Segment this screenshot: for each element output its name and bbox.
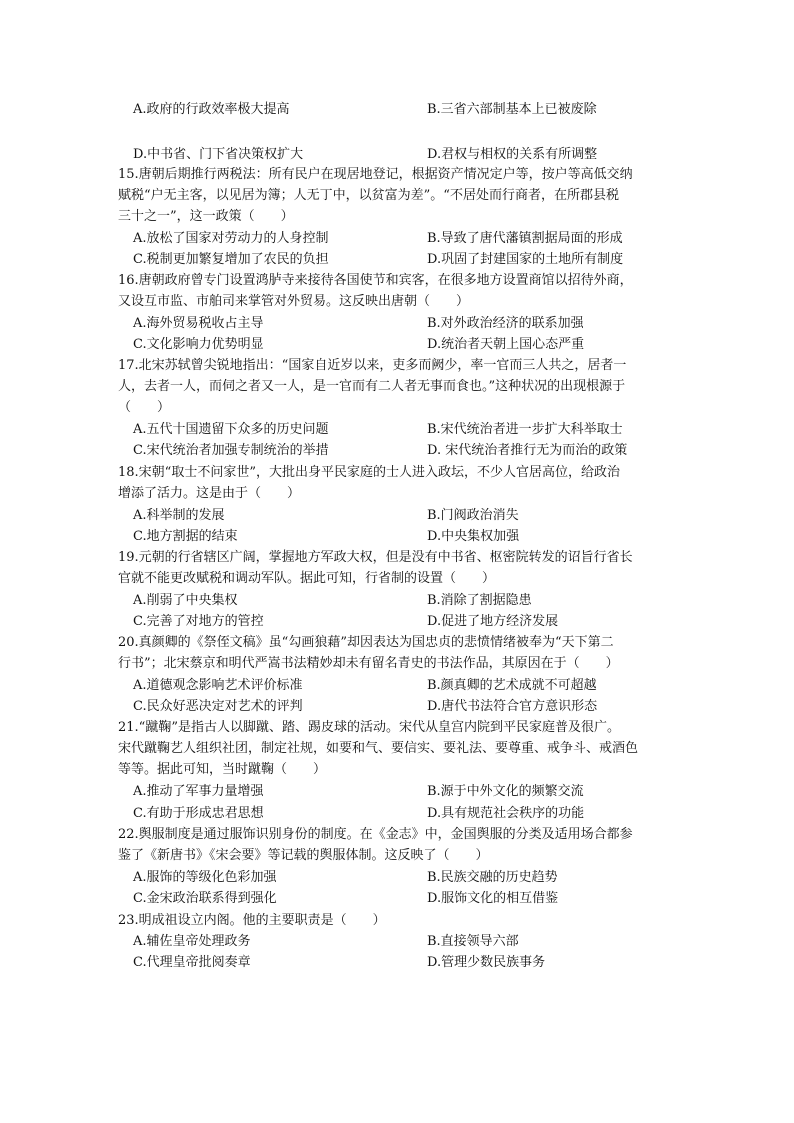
answer-option: D.管理少数民族事务 <box>427 955 546 970</box>
answer-option: A.政府的行政效率极大提高 <box>133 102 290 117</box>
answer-option: C.代理皇帝批阅奏章 <box>133 955 251 970</box>
answer-option: C.有助于形成忠君思想 <box>133 806 264 821</box>
answer-option: C.文化影响力优势明显 <box>133 337 264 352</box>
question-stem: 19.元朝的行省辖区广阔，掌握地方军政大权，但是没有中书省、枢密院转发的诏旨行省长 <box>118 550 633 565</box>
question-stem-continued: 人，去者一人，而伺之者又一人，是一官而有二人者无事而食也。”这种状况的出现根源于 <box>118 379 626 394</box>
answer-option: D.巩固了封建国家的土地所有制度 <box>427 252 624 267</box>
answer-option: D.中书省、门下省决策权扩大 <box>133 147 304 162</box>
answer-option: D.服饰文化的相互借鉴 <box>427 891 559 906</box>
answer-option: D.唐代书法符合官方意识形态 <box>427 699 598 714</box>
question-stem-continued: 三十之一”，这一政策（ ） <box>118 209 294 224</box>
question-stem: 21.“蹴鞠”是指古人以脚蹴、踏、踢皮球的活动。宋代从皇宫内院到平民家庭普及很广。 <box>118 720 620 735</box>
question-stem-continued: 鉴了《新唐书》《宋会要》等记载的舆服体制。这反映了（ ） <box>118 848 489 863</box>
answer-option: A.推动了军事力量增强 <box>133 784 264 799</box>
answer-option: C.民众好恶决定对艺术的评判 <box>133 699 303 714</box>
answer-option: B.民族交融的历史趋势 <box>427 870 558 885</box>
question-stem-continued: 赋税“户无主客，以见居为簿；人无丁中，以贫富为差”。“不居处而行商者，在所郡县税 <box>118 188 619 203</box>
question-stem: 15.唐朝后期推行两税法：所有民户在现居地登记，根据资产情况定户等，按户等高低交纳 <box>118 167 633 182</box>
question-stem-continued: 宋代蹴鞠艺人组织社团，制定社规，如要和气、要信实、要礼法、要尊重、戒争斗、戒酒色 <box>118 741 639 756</box>
answer-option: C.金宋政治联系得到强化 <box>133 891 277 906</box>
question-stem-continued: 增添了活力。这是由于（ ） <box>118 486 301 501</box>
question-stem: 22.舆服制度是通过服饰识别身份的制度。在《金志》中，金国舆服的分类及适用场合都参 <box>118 827 633 842</box>
answer-option: C.税制更加繁复增加了农民的负担 <box>133 252 329 267</box>
answer-option: A.海外贸易税收占主导 <box>133 316 264 331</box>
answer-option: A.辅佐皇帝处理政务 <box>133 934 251 949</box>
question-stem-continued: （ ） <box>118 400 171 415</box>
answer-option: D.中央集权加强 <box>427 529 520 544</box>
answer-option: B.导致了唐代藩镇割据局面的形成 <box>427 231 623 246</box>
answer-option: C.完善了对地方的管控 <box>133 614 264 629</box>
answer-option: B.对外政治经济的联系加强 <box>427 316 584 331</box>
answer-option: B.直接领导六部 <box>427 934 519 949</box>
answer-option: B.源于中外文化的频繁交流 <box>427 784 584 799</box>
answer-option: D.促进了地方经济发展 <box>427 614 559 629</box>
answer-option: C.地方割据的结束 <box>133 529 238 544</box>
question-stem-continued: 官就不能更改赋税和调动军队。据此可知，行省制的设置（ ） <box>118 571 496 586</box>
answer-option: A.削弱了中央集权 <box>133 593 238 608</box>
answer-option: A.五代十国遗留下众多的历史问题 <box>133 422 329 437</box>
answer-option: B.颜真卿的艺术成就不可超越 <box>427 678 597 693</box>
answer-option: D. 宋代统治者推行无为而治的政策 <box>427 443 628 458</box>
answer-option: A.放松了国家对劳动力的人身控制 <box>133 231 329 246</box>
answer-option: C.宋代统治者加强专制统治的举措 <box>133 443 329 458</box>
question-stem: 17.北宋苏轼曾尖锐地指出：“国家自近岁以来，吏多而阙少，率一官而三人共之，居者一 <box>118 358 627 373</box>
question-stem-continued: 行书”；北宋蔡京和明代严嵩书法精妙却未有留名青史的书法作品，其原因在于（ ） <box>118 656 619 671</box>
question-stem: 20.真颜卿的《祭侄文稿》虽“勾画狼藉”却因表达为国忠贞的悲愤情绪被奉为“天下第二 <box>118 635 614 650</box>
question-stem-continued: 等等。据此可知，当时蹴鞠（ ） <box>118 762 327 777</box>
answer-option: B.消除了割据隐患 <box>427 593 532 608</box>
answer-option: B.三省六部制基本上已被废除 <box>427 102 597 117</box>
question-stem: 23.明成祖设立内阁。他的主要职责是（ ） <box>118 913 386 928</box>
answer-option: B.宋代统治者进一步扩大科举取士 <box>427 422 623 437</box>
answer-option: B.门阀政治消失 <box>427 508 519 523</box>
answer-option: D.统治者天朝上国心态严重 <box>427 337 585 352</box>
question-stem: 16.唐朝政府曾专门设置鸿胪寺来接待各国使节和宾客，在很多地方设置商馆以招待外商， <box>118 273 633 288</box>
answer-option: D.具有规范社会秩序的功能 <box>427 806 585 821</box>
answer-option: D.君权与相权的关系有所调整 <box>427 147 598 162</box>
question-stem-continued: 又设互市监、市舶司来掌管对外贸易。这反映出唐朝（ ） <box>118 294 470 309</box>
answer-option: A.道德观念影响艺术评价标准 <box>133 678 303 693</box>
question-stem: 18.宋朝“取士不问家世”，大批出身平民家庭的士人进入政坛，不少人官居高位，给政治 <box>118 465 620 480</box>
answer-option: A.科举制的发展 <box>133 508 225 523</box>
answer-option: A.服饰的等级化色彩加强 <box>133 870 277 885</box>
